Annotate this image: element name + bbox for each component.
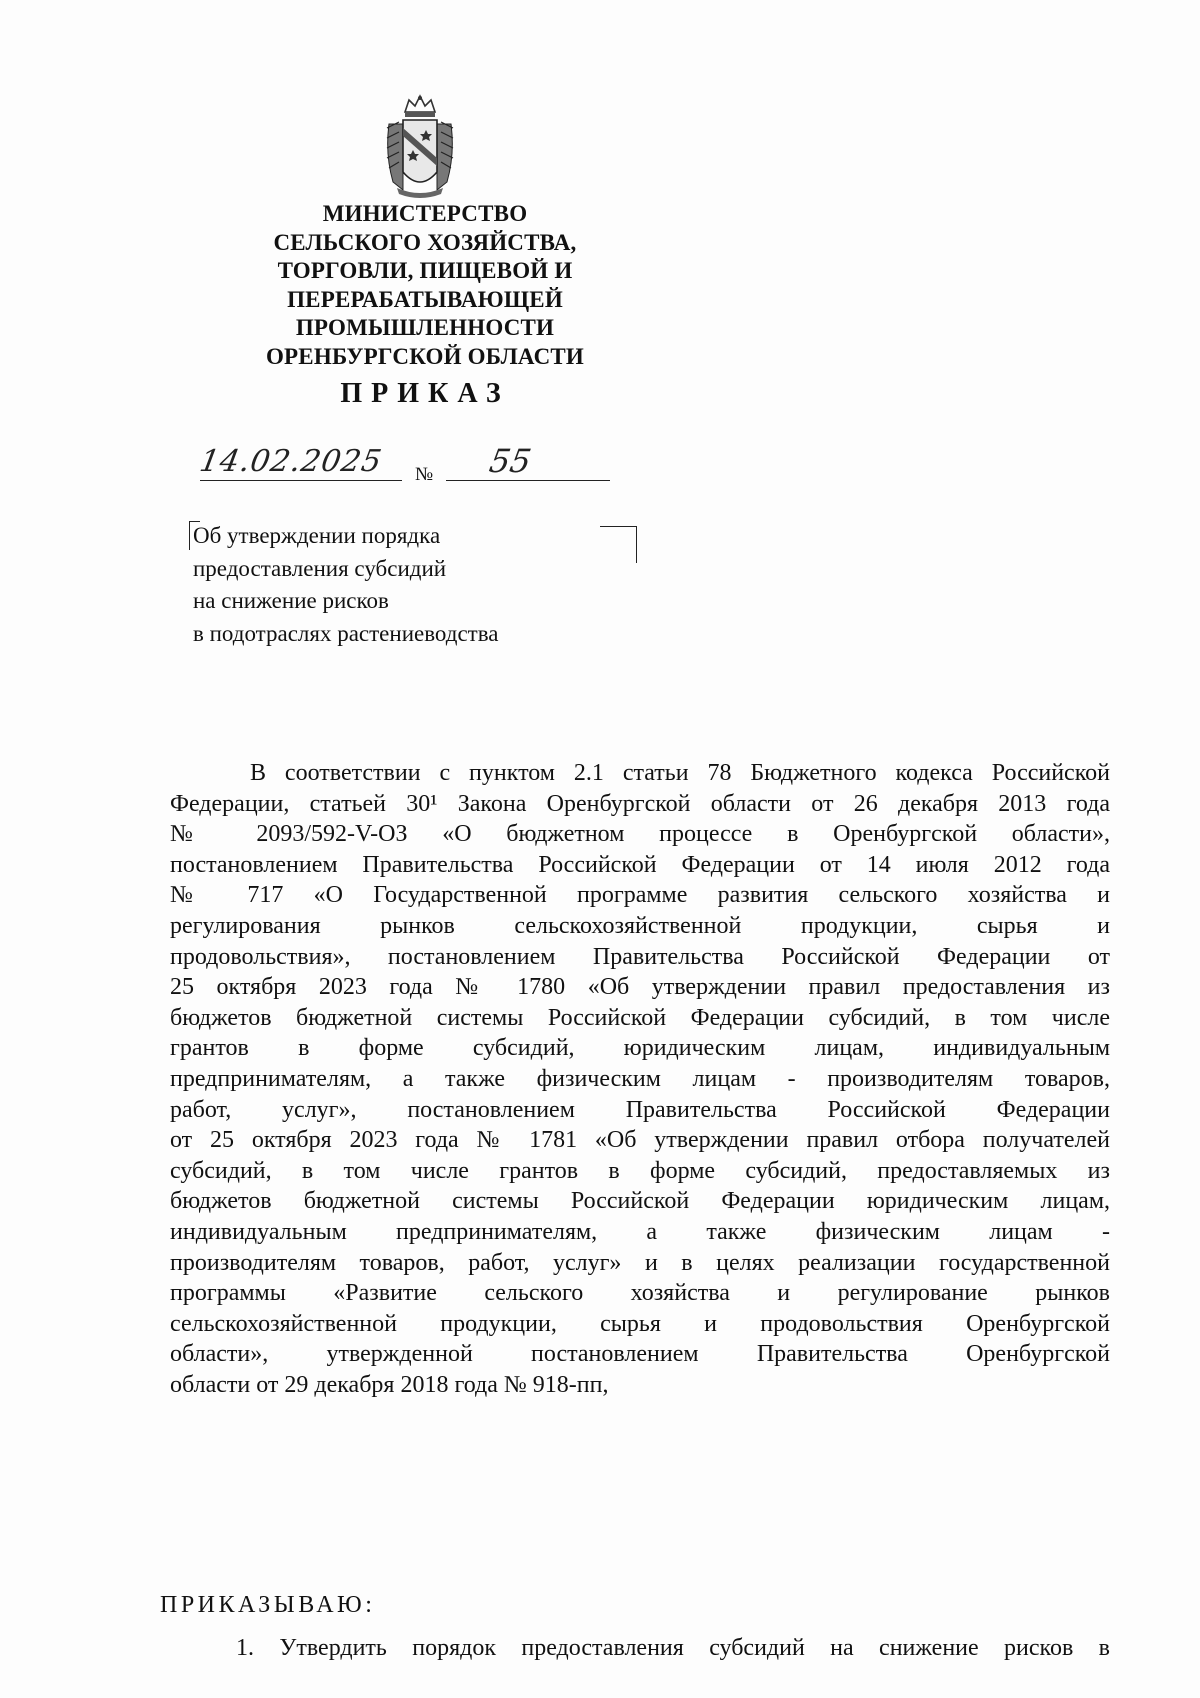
body-line: предпринимателям, а также физическим лицам - производителям товаров,: [170, 1065, 1110, 1092]
body-line: работ, услуг», постановлением Правительства Российской Федерации: [170, 1096, 1110, 1123]
number-underline: [446, 480, 610, 481]
body-line: области», утвержденной постановлением Правительства Оренбургской: [170, 1341, 1110, 1368]
handwritten-number: 55: [486, 442, 535, 480]
subject-line: предоставления субсидий: [193, 555, 447, 581]
number-sign: №: [415, 464, 434, 485]
coat-of-arms-emblem: [383, 94, 457, 198]
ministry-line: ПЕРЕРАБАТЫВАЮЩЕЙ: [287, 286, 563, 312]
subject-bracket-right: [600, 526, 637, 563]
date-underline: [200, 480, 402, 481]
body-line: субсидий, в том числе грантов в форме субсидий, предоставляемых из: [170, 1157, 1110, 1184]
body-line: № 2093/592-V-ОЗ «О бюджетном процессе в Оренбургской области»,: [170, 821, 1110, 848]
body-line: грантов в форме субсидий, юридическим лицам, индивидуальным: [170, 1035, 1110, 1062]
body-line: В соответствии с пунктом 2.1 статьи 78 Бюджетного кодекса Российской: [250, 760, 1110, 786]
ministry-name: [240, 200, 610, 371]
body-line: индивидуальным предпринимателям, а также физическим лицам -: [170, 1218, 1110, 1245]
date-number-line: [196, 442, 610, 488]
subject-line: в подотраслях растениеводства: [193, 620, 499, 646]
preamble-paragraph: [170, 758, 1110, 1400]
body-line: области от 29 декабря 2018 года № 918-пп,: [170, 1371, 609, 1398]
ministry-line: МИНИСТЕРСТВО: [322, 201, 528, 226]
orders-heading: ПРИКАЗЫВАЮ:: [160, 1592, 376, 1618]
ministry-line: ПРОМЫШЛЕННОСТИ: [295, 315, 555, 340]
body-line: Федерации, статьей 30¹ Закона Оренбургской области от 26 декабря 2013 года: [170, 790, 1110, 817]
subject-line: Об утверждении порядка: [193, 523, 441, 548]
ministry-line: ТОРГОВЛИ, ПИЩЕВОЙ И: [277, 258, 573, 283]
body-line: постановлением Правительства Российской Федерации от 14 июля 2012 года: [170, 851, 1110, 878]
body-line: продовольствия», постановлением Правительства Российской Федерации от: [170, 943, 1110, 970]
subject-line: на снижение рисков: [193, 588, 389, 613]
body-line: сельскохозяйственной продукции, сырья и продовольствия Оренбургской: [170, 1310, 1110, 1337]
ministry-line: ОРЕНБУРГСКОЙ ОБЛАСТИ: [265, 343, 585, 369]
body-line: программы «Развитие сельского хозяйства и регулирование рынков: [170, 1280, 1110, 1307]
handwritten-date: 14.02.2025: [196, 444, 385, 479]
body-line: регулирования рынков сельскохозяйственной продукции, сырья и: [170, 912, 1110, 939]
order-item-1: 1. Утвердить порядок предоставления субсидий на снижение рисков в: [236, 1635, 1110, 1661]
body-line: № 717 «О Государственной программе развития сельского хозяйства и: [170, 882, 1110, 909]
body-line: 25 октября 2023 года № 1780 «Об утверждении правил предоставления из: [170, 974, 1110, 1001]
body-line: от 25 октября 2023 года № 1781 «Об утверждении правил отбора получателей: [170, 1127, 1110, 1154]
body-line: бюджетов бюджетной системы Российской Федерации юридическим лицам,: [170, 1188, 1110, 1215]
ministry-line: СЕЛЬСКОГО ХОЗЯЙСТВА,: [273, 229, 577, 255]
body-line: бюджетов бюджетной системы Российской Федерации субсидий, в том числе: [170, 1004, 1110, 1031]
order-title: ПРИКАЗ: [340, 378, 510, 409]
order-subject: [193, 520, 498, 650]
body-line: производителям товаров, работ, услуг» и в целях реализации государственной: [170, 1249, 1110, 1276]
